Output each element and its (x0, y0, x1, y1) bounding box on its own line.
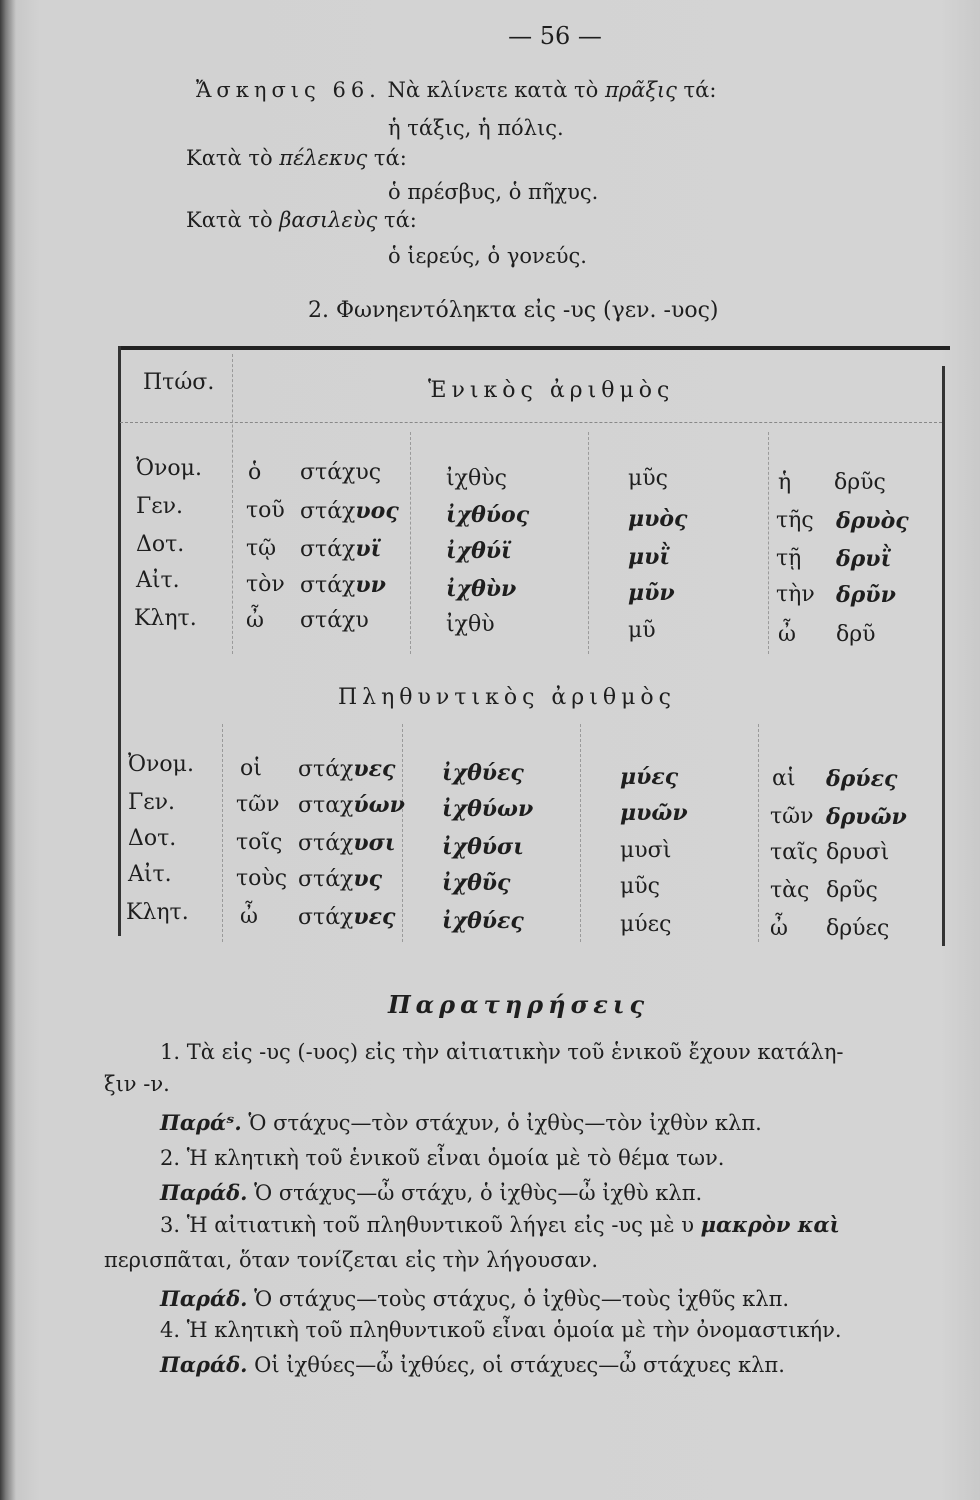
stem: στάχ (300, 537, 356, 562)
word-ichthys (442, 834, 524, 860)
exercise-intro: Νὰ κλίνετε κατὰ τὸ (387, 78, 605, 102)
word-stachys (300, 460, 381, 485)
word-ichthys (446, 502, 529, 528)
article: τῆς (776, 508, 814, 533)
word-drys: δρῦς (826, 878, 878, 903)
word-form: μυὸς (628, 506, 688, 532)
exercise-end-3: τά: (377, 208, 417, 232)
word-form: ἰχθῦς (442, 870, 511, 896)
word-stachys (298, 756, 395, 782)
article: τῇ (776, 546, 802, 571)
article: ὦ (770, 916, 788, 941)
case-label: Ὀνομ. (128, 752, 194, 777)
ending: υες (353, 904, 396, 930)
stem: στάχ (298, 905, 354, 930)
word-form: δρυῒ (836, 546, 892, 572)
word-drys: δρῦ (836, 622, 876, 647)
singular-header: Ἑνικὸς ἀριθμὸς (428, 378, 675, 403)
table-divider (580, 724, 581, 942)
article: τὴν (776, 582, 815, 607)
example-label: Παράδ. (160, 1180, 248, 1205)
exercise-line-1 (196, 78, 716, 102)
word-stachys (300, 498, 399, 524)
word-mys (628, 544, 670, 570)
word-mys: μῦς (620, 874, 660, 899)
exercise-words-3: ὁ ἱερεύς, ὁ γονεύς. (388, 244, 587, 268)
word-form: ἰχθύος (446, 502, 530, 528)
word-drys (826, 804, 907, 830)
ending: υος (355, 498, 399, 524)
example-3 (160, 1286, 789, 1311)
word-drys (826, 766, 897, 792)
word-mys: μῦς (628, 466, 668, 491)
word-form: ἰχθύϊ (446, 538, 512, 564)
word-drys: δρῦς (834, 470, 886, 495)
article: τοῖς (236, 830, 283, 855)
article: τῶν (770, 804, 814, 829)
article: τοῦ (246, 498, 285, 523)
observation-3 (160, 1212, 840, 1237)
ending: υς (355, 460, 382, 485)
word-ichthys: ἰχθὺς (446, 466, 507, 491)
stem: σταχ (298, 793, 354, 818)
observation-3-cont: περισπᾶται, ὅταν τονίζεται εἰς τὴν λήγουσαν. (104, 1248, 599, 1272)
plural-header: Πληθυντικὸς ἀριθμὸς (338, 685, 676, 710)
case-label: Αἰτ. (136, 568, 180, 593)
word-form: ἰχθύων (442, 796, 534, 822)
exercise-line-2 (186, 146, 407, 170)
exercise-model-1: πρᾶξις (604, 78, 677, 102)
example-label: Παράδ. (160, 1352, 248, 1377)
word-ichthys (442, 796, 533, 822)
stem: στάχ (298, 757, 354, 782)
word-stachys (300, 608, 369, 633)
article: αἱ (772, 766, 796, 791)
word-stachys (298, 830, 396, 856)
article: οἱ (240, 756, 262, 781)
table-divider (758, 724, 759, 942)
table-left-rule (118, 346, 121, 936)
example-text: Οἱ ἰχθύες—ὦ ἰχθύες, οἱ στάχυες—ὦ στάχυες κλπ. (247, 1353, 785, 1377)
stem: στάχ (300, 499, 356, 524)
exercise-intro-end: τά: (676, 78, 717, 102)
observation-4: 4. Ἡ κλητικὴ τοῦ πληθυντικοῦ εἶναι ὁμοία μὲ τὴν ὀνομαστικήν. (160, 1318, 842, 1342)
exercise-end-2: τά: (367, 146, 407, 170)
case-label: Ὀνομ. (136, 456, 202, 481)
case-label: Αἰτ. (128, 862, 172, 887)
word-form: μυῒ (628, 544, 671, 570)
word-form: ἰχθύσι (442, 834, 524, 860)
exercise-model-2: πέλεκυς (279, 146, 368, 170)
example-2 (160, 1180, 702, 1205)
word-ichthys: ἰχθὺ (446, 612, 495, 637)
stem: στάχ (300, 460, 356, 485)
word-form: ἰχθύες (442, 760, 524, 786)
exercise-prefix-2: Κατὰ τὸ (186, 146, 280, 170)
observation-2: 2. Ἡ κλητικὴ τοῦ ἑνικοῦ εἶναι ὁμοία μὲ τὸ θέμα των. (160, 1146, 725, 1170)
page-number: — 56 — (508, 22, 602, 50)
table-divider (402, 724, 403, 942)
word-drys: δρυσὶ (826, 840, 890, 865)
exercise-words-2: ὁ πρέσβυς, ὁ πῆχυς. (388, 180, 599, 204)
example-text: Ὁ στάχυς—ὦ στάχυ, ὁ ἰχθὺς—ὦ ἰχθὺ κλπ. (247, 1181, 703, 1205)
example-label: Παράˢ. (160, 1110, 242, 1135)
article: τὸν (246, 572, 285, 597)
word-form: ἰχθύες (442, 908, 524, 934)
observation-text: 3. Ἡ αἰτιατικὴ τοῦ πληθυντικοῦ λήγει εἰς -υς μὲ υ (160, 1213, 701, 1237)
table-divider (410, 432, 411, 654)
example-1 (160, 1110, 762, 1135)
word-form: ἰχθὺν (446, 576, 517, 602)
article: ὁ (248, 460, 262, 485)
table-header-separator (120, 422, 942, 423)
article: τοὺς (236, 866, 288, 891)
article: τῷ (246, 536, 277, 561)
word-ichthys (442, 760, 524, 786)
example-label: Παράδ. (160, 1286, 248, 1311)
word-drys (836, 546, 891, 572)
word-stachys (298, 904, 395, 930)
word-form: δρυὸς (836, 508, 909, 534)
case-label: Γεν. (136, 494, 184, 519)
stem: στάχ (300, 573, 356, 598)
ending: υς (353, 866, 383, 892)
observation-1-cont: ξιν -ν. (104, 1072, 170, 1096)
word-mys: μύες (620, 912, 672, 937)
ending: υσι (353, 830, 396, 856)
word-drys (836, 508, 909, 534)
case-label: Κλητ. (126, 900, 189, 925)
word-mys (620, 800, 688, 826)
word-stachys (298, 792, 405, 818)
article: τῶν (236, 792, 280, 817)
exercise-words-1: ἡ τάξις, ἡ πόλις. (388, 116, 564, 140)
word-form: δρύες (826, 766, 898, 792)
exercise-prefix-3: Κατὰ τὸ (186, 208, 280, 232)
case-label: Δοτ. (136, 532, 185, 557)
article: ὦ (240, 904, 258, 929)
word-mys (628, 506, 687, 532)
exercise-title: Ἄσκησις 66. (196, 78, 381, 102)
example-text: Ὁ στάχυς—τοὺς στάχυς, ὁ ἰχθὺς—τοὺς ἰχθῦς κλπ. (247, 1287, 790, 1311)
case-label: Κλητ. (134, 606, 197, 631)
table-divider (768, 432, 769, 654)
word-mys (620, 764, 678, 790)
word-drys: δρύες (826, 916, 890, 941)
exercise-model-3: βασιλεὺς (279, 208, 378, 232)
article: τὰς (770, 878, 810, 903)
observations-title: Παρατηρήσεις (388, 990, 650, 1019)
case-column-header: Πτώσ. (143, 370, 215, 395)
word-form: δρυῶν (826, 804, 907, 830)
stem: στάχ (298, 867, 354, 892)
word-ichthys (442, 870, 510, 896)
ending: υν (355, 572, 386, 598)
table-divider (588, 432, 589, 654)
ending: υ (355, 608, 369, 633)
case-label: Γεν. (128, 790, 176, 815)
word-form: δρῦν (836, 582, 896, 608)
example-4 (160, 1352, 785, 1377)
word-ichthys (446, 576, 516, 602)
table-top-rule (120, 346, 950, 350)
word-form: μυῶν (620, 800, 688, 826)
observation-emphasis: μακρὸν καὶ (700, 1212, 840, 1237)
article: ὦ (246, 608, 264, 633)
stem: στάχ (300, 608, 356, 633)
article: ἡ (778, 470, 792, 495)
ending: υες (353, 756, 396, 782)
word-drys (836, 582, 896, 608)
table-divider (232, 354, 233, 654)
table-right-rule (942, 366, 945, 946)
ending: υϊ (355, 536, 382, 562)
ending: ύων (353, 792, 405, 818)
word-mys: μυσὶ (620, 838, 672, 863)
word-stachys (300, 572, 386, 598)
word-stachys (300, 536, 381, 562)
article: ταῖς (770, 840, 818, 865)
exercise-line-3 (186, 208, 417, 232)
stem: στάχ (298, 831, 354, 856)
word-stachys (298, 866, 382, 892)
word-form: μῦν (628, 580, 675, 606)
word-mys (628, 580, 675, 606)
article: ὦ (778, 622, 796, 647)
word-ichthys (442, 908, 524, 934)
observation-1: 1. Τὰ εἰς -υς (-υος) εἰς τὴν αἰτιατικὴν τοῦ ἑνικοῦ ἔχουν κατάλη- (160, 1040, 844, 1064)
table-divider (222, 724, 223, 942)
word-mys: μῦ (628, 618, 656, 643)
case-label: Δοτ. (128, 826, 177, 851)
section-title: 2. Φωνηεντόληκτα εἰς -υς (γεν. -υος) (308, 298, 719, 323)
word-form: μύες (620, 764, 679, 790)
word-ichthys (446, 538, 512, 564)
example-text: Ὁ στάχυς—τὸν στάχυν, ὁ ἰχθὺς—τὸν ἰχθὺν κλπ. (241, 1111, 762, 1135)
